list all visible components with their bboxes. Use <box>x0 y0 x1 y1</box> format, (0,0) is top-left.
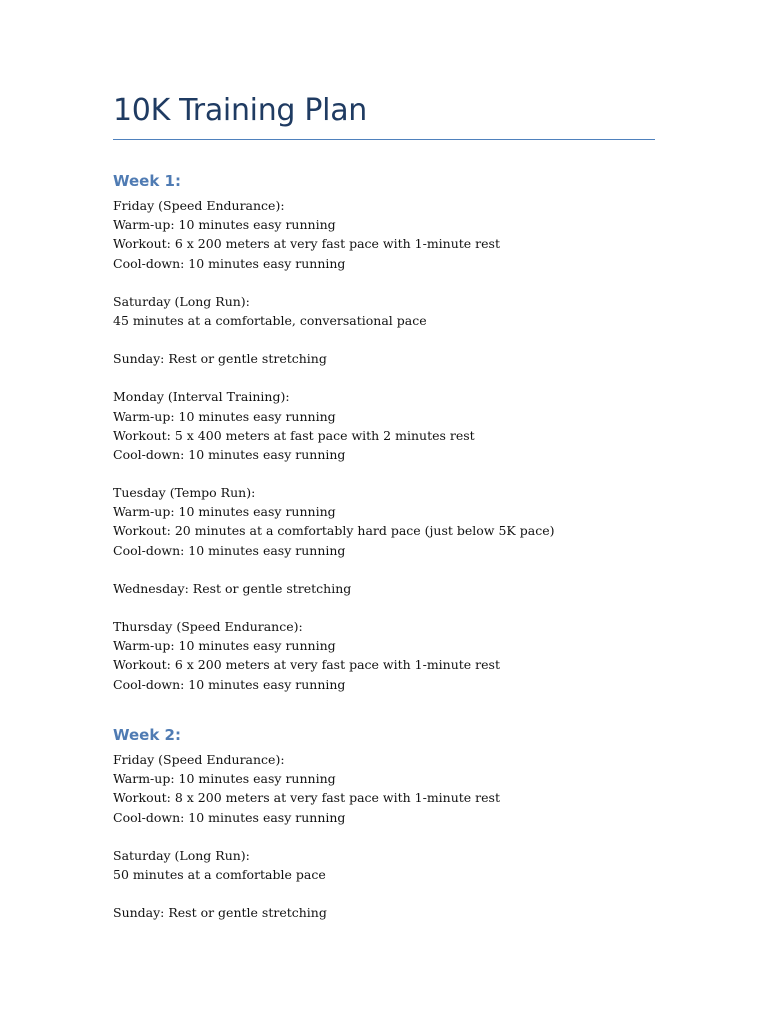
day-title-line: Thursday (Speed Endurance): <box>113 619 303 634</box>
workout-line: Workout: 6 x 200 meters at very fast pace with 1-minute rest <box>113 657 500 673</box>
day-block <box>113 349 673 368</box>
paragraph-gap <box>113 330 673 349</box>
week-1-body <box>113 196 673 694</box>
paragraph-gap <box>113 598 673 617</box>
workout-line: Cool-down: 10 minutes easy running <box>113 446 346 462</box>
day-title-line: Saturday (Long Run): <box>113 847 250 863</box>
workout-line: Warm-up: 10 minutes easy running <box>113 408 336 424</box>
day-title-line: Sunday: Rest or gentle stretching <box>113 351 327 367</box>
week-2-heading: Week 2: <box>113 726 181 744</box>
workout-line: Workout: 6 x 200 meters at very fast pace with 1-minute rest <box>113 236 500 252</box>
workout-line: Workout: 20 minutes at a comfortably hard pace (just below 5K pace) <box>113 523 555 539</box>
document-title: 10K Training Plan <box>113 93 368 128</box>
workout-line: Cool-down: 10 minutes easy running <box>113 809 346 825</box>
workout-line: Warm-up: 10 minutes easy running <box>113 771 336 787</box>
workout-line: Workout: 5 x 400 meters at fast pace with 2 minutes rest <box>113 427 475 443</box>
title-underline <box>113 139 655 140</box>
day-block <box>113 903 673 922</box>
week-1-heading: Week 1: <box>113 172 181 190</box>
day-title-line: Monday (Interval Training): <box>113 389 290 405</box>
day-title-line: Friday (Speed Endurance): <box>113 752 285 767</box>
workout-line: Cool-down: 10 minutes easy running <box>113 542 346 558</box>
day-block <box>113 292 673 330</box>
paragraph-gap <box>113 273 673 292</box>
day-block <box>113 617 673 694</box>
workout-line: Cool-down: 10 minutes easy running <box>113 255 346 271</box>
workout-line: Cool-down: 10 minutes easy running <box>113 676 346 692</box>
workout-line: Warm-up: 10 minutes easy running <box>113 217 336 233</box>
day-title-line: Wednesday: Rest or gentle stretching <box>113 580 352 596</box>
workout-line: Warm-up: 10 minutes easy running <box>113 638 336 654</box>
workout-line: Warm-up: 10 minutes easy running <box>113 504 336 520</box>
day-block <box>113 483 673 560</box>
workout-line: 45 minutes at a comfortable, conversational pace <box>113 312 427 328</box>
day-block <box>113 579 673 598</box>
workout-line: 50 minutes at a comfortable pace <box>113 866 326 882</box>
workout-line: Workout: 8 x 200 meters at very fast pace with 1-minute rest <box>113 790 500 806</box>
day-title-line: Friday (Speed Endurance): <box>113 198 285 213</box>
day-title-line: Tuesday (Tempo Run): <box>113 485 256 501</box>
day-block <box>113 846 673 884</box>
day-title-line: Sunday: Rest or gentle stretching <box>113 905 327 921</box>
day-title-line: Saturday (Long Run): <box>113 293 250 309</box>
day-block <box>113 387 673 464</box>
day-block <box>113 750 673 827</box>
paragraph-gap <box>113 368 673 387</box>
day-block <box>113 196 673 273</box>
paragraph-gap <box>113 560 673 579</box>
paragraph-gap <box>113 464 673 483</box>
week-2-body <box>113 750 673 922</box>
paragraph-gap <box>113 884 673 903</box>
paragraph-gap <box>113 827 673 846</box>
